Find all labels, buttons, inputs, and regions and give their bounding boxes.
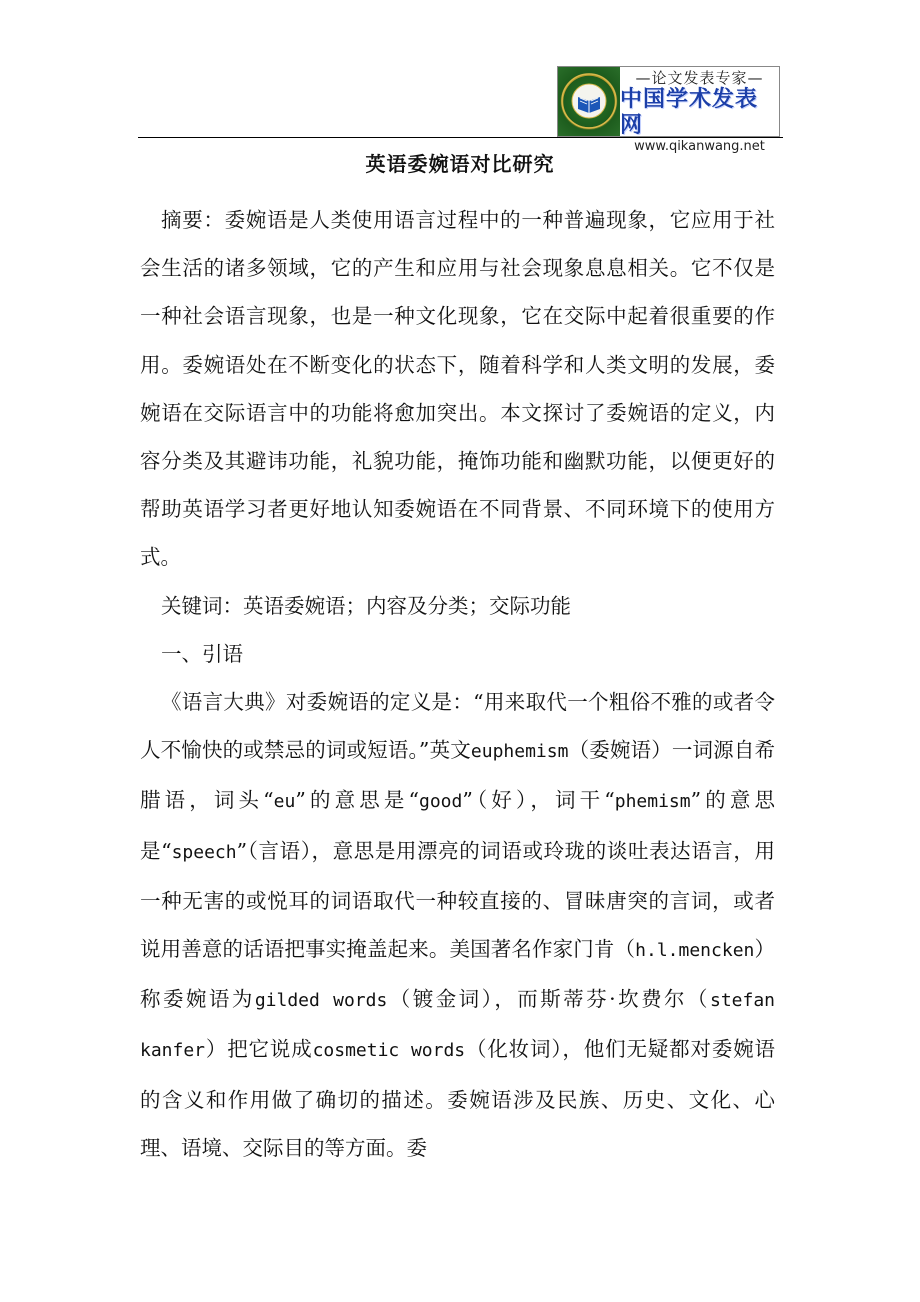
seal-emblem-icon (558, 67, 620, 136)
text-segment: ”（好），词干“ (462, 788, 615, 813)
document-body (140, 196, 775, 1172)
term-cosmetic-words: cosmetic words (312, 1040, 466, 1062)
page-title: 英语委婉语对比研究 (365, 152, 555, 176)
term-speech: speech (171, 841, 237, 863)
text-segment: （委婉语）一词源自希腊语，词头“ (140, 738, 775, 813)
term-mencken: h.l.mencken (635, 940, 755, 962)
term-euphemism: euphemism (470, 741, 569, 763)
logo-slogan: —论文发表专家— (635, 69, 764, 87)
intro-paragraph (140, 678, 775, 1172)
term-stefan-kanfer: stefan kanfer (140, 990, 776, 1062)
term-phemism: phemism (614, 791, 691, 813)
term-eu: eu (273, 791, 296, 813)
text-segment: ”的意思是“ (140, 788, 775, 863)
term-gilded-words: gilded words (254, 990, 388, 1012)
term-good: good (418, 791, 463, 813)
section-heading: 一、引语 (161, 641, 243, 666)
logo-url: www.qikanwang.net (634, 139, 765, 154)
logo-name: 中国学术发表网 (620, 87, 759, 138)
text-segment: （化妆词），他们无疑都对委婉语的含义和作用做了确切的描述。委婉语涉及民族、历史、文化、心理、语境、交际目的等方面。委 (140, 1037, 776, 1160)
abstract-paragraph: 摘要：委婉语是人类使用语言过程中的一种普遍现象，它应用于社会生活的诸多领域，它的产生和应用与社会现象息息相关。它不仅是一种社会语言现象，也是一种文化现象，它在交际中起着很重要的作用。委婉语处在不断变化的状态下，随着科学和人类文明的发展，委婉语在交际语言中的功能将愈加突出。本文探讨了委婉语的定义，内容分类及其避讳功能，礼貌功能，掩饰功能和幽默功能，以便更好的帮助英语学习者更好地认知委婉语在不同背景、不同环境下的使用方式。 (140, 208, 775, 570)
text-segment: ）把它说成 (205, 1037, 313, 1062)
text-segment: ”（言语），意思是用漂亮的词语或玲珑的谈吐表达语言，用一种无害的或悦耳的词语取代一种较直接的、冒昧唐突的言词，或者说用善意的话语把事实掩盖起来。美国著名作家门肯（ (140, 838, 775, 962)
text-segment: ”的意思是“ (295, 788, 419, 813)
text-segment: ）称委婉语为 (140, 937, 776, 1012)
keywords-line: 关键词：英语委婉语；内容及分类；交际功能 (161, 593, 571, 618)
header-rule (138, 137, 783, 138)
text-segment: 《语言大典》对委婉语的定义是：“用来取代一个粗俗不雅的或者令人不愉快的或禁忌的词或短语。”英文 (140, 690, 775, 763)
text-segment: （镀金词），而斯蒂芬·坎费尔（ (387, 987, 710, 1012)
site-logo (557, 66, 780, 154)
logo-text (620, 67, 779, 154)
